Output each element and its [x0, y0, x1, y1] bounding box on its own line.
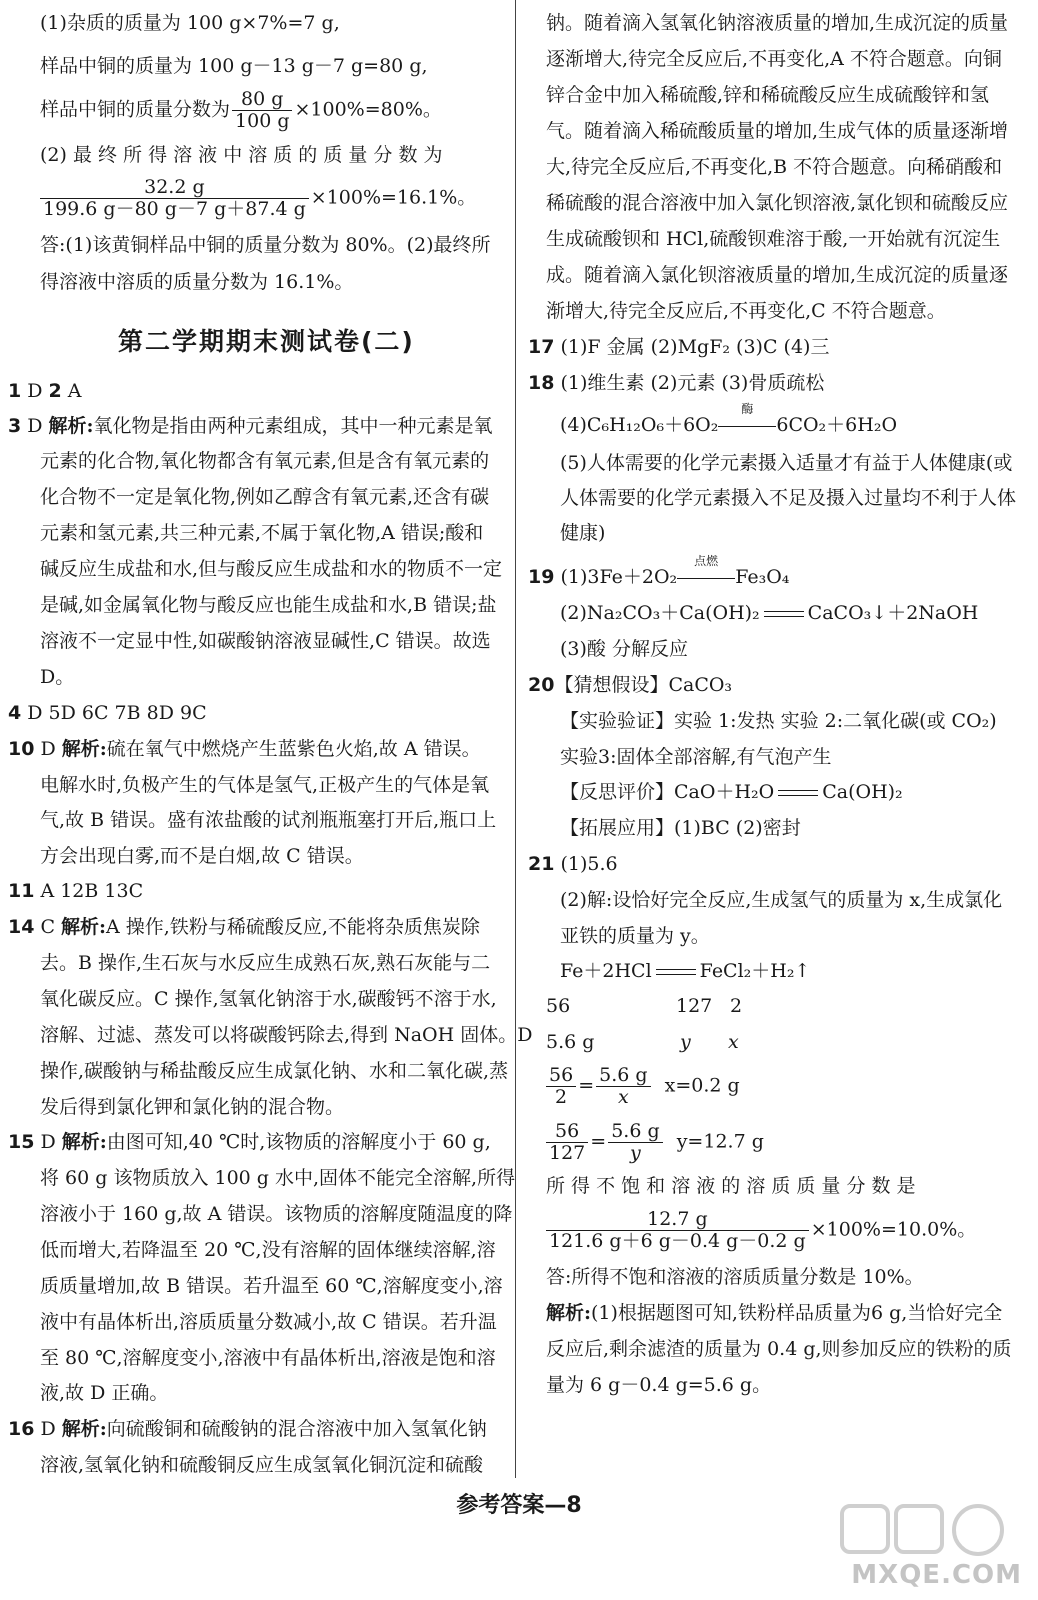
text-line: 健康) [560, 522, 606, 544]
text-line: 答:(1)该黄铜样品中铜的质量分数为 80%。(2)最终所 [40, 234, 491, 256]
text-line: 化合物不一定是氧化物,例如乙醇含有氧元素,还含有碳 [40, 486, 490, 508]
mass-value: 2 [730, 995, 743, 1017]
text-line: 【实验验证】实验 1:发热 实验 2:二氧化碳(或 CO₂) [560, 710, 997, 732]
text-line: 将 60 g 该物质放入 100 g 水中,固体不能完全溶解,所得 [40, 1167, 516, 1189]
answer-18: 18 (1)维生素 (2)元素 (3)骨质疏松 [528, 372, 825, 394]
text-line: 亚铁的质量为 y。 [560, 925, 710, 947]
fraction-line: $\frac{12.7 g}{121.6 g+6 g-0.4 g-0.2 g}$ ×100%=10.0%。 [546, 1210, 976, 1251]
text-line: 至 80 ℃,溶解度变小,溶液中有晶体析出,溶液是饱和溶 [40, 1347, 496, 1369]
answer-line: 16 D 解析:向硫酸铜和硫酸钠的混合溶液中加入氢氧化钠 [8, 1418, 487, 1440]
watermark-text: MXQE.COM [851, 1560, 1022, 1590]
equals-sign [778, 790, 818, 796]
page-footer: 参考答案—8 [456, 1493, 582, 1518]
text-line: 元素的化合物,氧化物都含有氧元素,但是含有氧元素的 [40, 450, 490, 472]
fraction: $\frac{12.7 g}{121.6 g+6 g-0.4 g-0.2 g}$ [546, 1210, 809, 1251]
text-line: (3)酸 分解反应 [560, 638, 688, 660]
answer-21: 21 (1)5.6 [528, 853, 618, 875]
text-line: 成。随着滴入氯化钡溶液质量的增加,生成沉淀的质量逐 [546, 264, 1009, 286]
text-line: 所 得 不 饱 和 溶 液 的 溶 质 质 量 分 数 是 [546, 1175, 916, 1197]
text-line: 实验3:固体全部溶解,有气泡产生 [560, 746, 832, 768]
text-line: 大,待完全反应后,不再变化,B 不符合题意。向稀硝酸和 [546, 156, 1003, 178]
fraction: $\frac{32.2 g}{199.6 g-80 g-7 g+87.4 g}$ [40, 178, 309, 219]
text-line: 量为 6 g－0.4 g=5.6 g。 [546, 1374, 772, 1396]
text-line: 低而增大,若降温至 20 ℃,没有溶解的固体继续溶解,溶 [40, 1239, 496, 1261]
fraction: $\frac{56}{2}$ [546, 1066, 576, 1107]
fraction: $\frac{5.6 g}{x}$ [596, 1066, 650, 1107]
text-line: (1)杂质的质量为 100 g×7%=7 g, [40, 12, 340, 34]
text-line: (2) 最 终 所 得 溶 液 中 溶 质 的 质 量 分 数 为 [40, 144, 443, 166]
text-line: 样品中铜的质量为 100 g－13 g－7 g=80 g, [40, 55, 428, 77]
text-line: 锌合金中加入稀硫酸,锌和稀硫酸反应生成硫酸锌和氢 [546, 84, 990, 106]
text-line: 发后得到氯化钾和氯化钠的混合物。 [40, 1096, 345, 1118]
text-line: 气,故 B 错误。盛有浓盐酸的试剂瓶瓶塞打开后,瓶口上 [40, 809, 497, 831]
text-line: D。 [40, 666, 75, 688]
equation-line: (2)Na₂CO₃＋Ca(OH)₂ CaCO₃↓＋2NaOH [560, 602, 979, 624]
text-line: 液中有晶体析出,溶质质量分数减小,故 C 错误。若升温 [40, 1311, 497, 1333]
reaction-arrow: 点燃 [677, 568, 735, 587]
text-line: 得溶液中溶质的质量分数为 16.1%。 [40, 271, 354, 293]
mass-value: y [680, 1031, 691, 1053]
analysis-line: 解析:(1)根据题图可知,铁粉样品质量为6 g,当恰好完全 [546, 1302, 1003, 1324]
fraction: $\frac{56}{127}$ [546, 1122, 588, 1163]
equals-sign [764, 611, 804, 617]
text-line: 气。随着滴入稀硫酸质量的增加,生成气体的质量逐渐增 [546, 120, 1009, 142]
answer-17: 17 (1)F 金属 (2)MgF₂ (3)C (4)三 [528, 336, 830, 358]
text-line: 反应后,剩余滤渣的质量为 0.4 g,则参加反应的铁粉的质 [546, 1338, 1012, 1360]
text-line: 质质量增加,故 B 错误。若升温至 60 ℃,溶解度变小,溶 [40, 1275, 503, 1297]
section-title: 第二学期期末测试卷(二) [118, 327, 415, 356]
equation-line: (4)C₆H₁₂O₆＋6O₂ 酶 6CO₂＋6H₂O [560, 402, 898, 436]
text-line: 方会出现白雾,而不是白烟,故 C 错误。 [40, 845, 364, 867]
text-line: 碱反应生成盐和水,但与酸反应生成盐和水的物质不一定 [40, 558, 503, 580]
text-line: (2)解:设恰好完全反应,生成氢气的质量为 x,生成氯化 [560, 889, 1003, 911]
fraction: $\frac{5.6 g}{y}$ [608, 1122, 662, 1163]
answer-line: 4 D 5D 6C 7B 8D 9C [8, 702, 207, 724]
fraction-line: 样品中铜的质量分数为 $\frac{80 g}{100 g}$ ×100%=80%。 [40, 88, 442, 132]
ratio-line: $\frac{56}{127}$ = $\frac{5.6 g}{y}$ y=12.7 g [546, 1122, 764, 1163]
text-line: 是碱,如金属氧化物与酸反应也能生成盐和水,B 错误;盐 [40, 594, 497, 616]
answer-line: 10 D 解析:硫在氧气中燃烧产生蓝紫色火焰,故 A 错误。 [8, 738, 481, 760]
watermark-logo [838, 1500, 1028, 1594]
equation-line: Fe＋2HCl FeCl₂＋H₂↑ [560, 960, 811, 982]
ratio-line: $\frac{56}{2}$ = $\frac{5.6 g}{x}$ x=0.2 g [546, 1066, 740, 1107]
text-line: 溶解、过滤、蒸发可以将碳酸钙除去,得到 NaOH 固体。D [40, 1024, 533, 1046]
mass-value: 127 [676, 995, 713, 1017]
answer-20: 20【猜想假设】CaCO₃ [528, 674, 733, 696]
text-line: (5)人体需要的化学元素摄入适量才有益于人体健康(或 [560, 452, 1013, 474]
answer-line: 11 A 12B 13C [8, 880, 144, 902]
text-line: 元素和氢元素,共三种元素,不属于氧化物,A 错误;酸和 [40, 522, 484, 544]
text-line: 液,故 D 正确。 [40, 1382, 169, 1404]
fraction-line: $\frac{32.2 g}{199.6 g-80 g-7 g+87.4 g}$ ×100%=16.1%。 [40, 178, 476, 219]
text-line: 答:所得不饱和溶液的溶质质量分数是 10%。 [546, 1266, 924, 1288]
text-line: 溶液,氢氧化钠和硫酸铜反应生成氢氧化铜沉淀和硫酸 [40, 1454, 484, 1476]
text-line: 溶液小于 160 g,故 A 错误。该物质的溶解度随温度的降 [40, 1203, 513, 1225]
mass-value: x [728, 1031, 739, 1053]
mass-value: 5.6 g [546, 1031, 595, 1053]
column-divider [515, 0, 516, 1478]
text-line: 逐渐增大,待完全反应后,不再变化,A 不符合题意。向铜 [546, 48, 1002, 70]
text-line: 电解水时,负极产生的气体是氢气,正极产生的气体是氧 [40, 774, 490, 796]
equals-sign [656, 969, 696, 975]
text-line: 生成硫酸钡和 HCl,硫酸钡难溶于酸,一开始就有沉淀生 [546, 228, 1001, 250]
text-line: 人体需要的化学元素摄入不足及摄入过量均不利于人体 [560, 487, 1017, 509]
text-line: 溶液不一定显中性,如碳酸钠溶液显碱性,C 错误。故选 [40, 630, 491, 652]
reaction-arrow: 酶 [718, 416, 776, 435]
text-line: 去。B 操作,生石灰与水反应生成熟石灰,熟石灰能与二 [40, 952, 491, 974]
text-line: 渐增大,待完全反应后,不再变化,C 不符合题意。 [546, 300, 946, 322]
text-line: 稀硫酸的混合溶液中加入氯化钡溶液,氯化钡和硫酸反应 [546, 192, 1009, 214]
text-line: 钠。随着滴入氢氧化钠溶液质量的增加,生成沉淀的质量 [546, 12, 1009, 34]
equation-line: 【反思评价】CaO＋H₂O Ca(OH)₂ [560, 781, 903, 803]
answer-line: 15 D 解析:由图可知,40 ℃时,该物质的溶解度小于 60 g, [8, 1131, 491, 1153]
answer-line: 1 D 2 A [8, 380, 82, 402]
answer-line: 14 C 解析:A 操作,铁粉与稀硫酸反应,不能将杂质焦炭除 [8, 916, 480, 938]
mass-value: 56 [546, 995, 571, 1017]
text-line: 氧化碳反应。C 操作,氢氧化钠溶于水,碳酸钙不溶于水, [40, 988, 497, 1010]
text-line: 【拓展应用】(1)BC (2)密封 [560, 817, 801, 839]
fraction: $\frac{80 g}{100 g}$ [232, 90, 292, 131]
answer-line: 3 D 解析:氧化物是指由两种元素组成，其中一种元素是氧 [8, 415, 493, 437]
answer-19: 19 (1)3Fe＋2O₂ 点燃 Fe₃O₄ [528, 554, 790, 588]
text-line: 操作,碳酸钠与稀盐酸反应生成氯化钠、水和二氧化碳,蒸 [40, 1060, 509, 1082]
